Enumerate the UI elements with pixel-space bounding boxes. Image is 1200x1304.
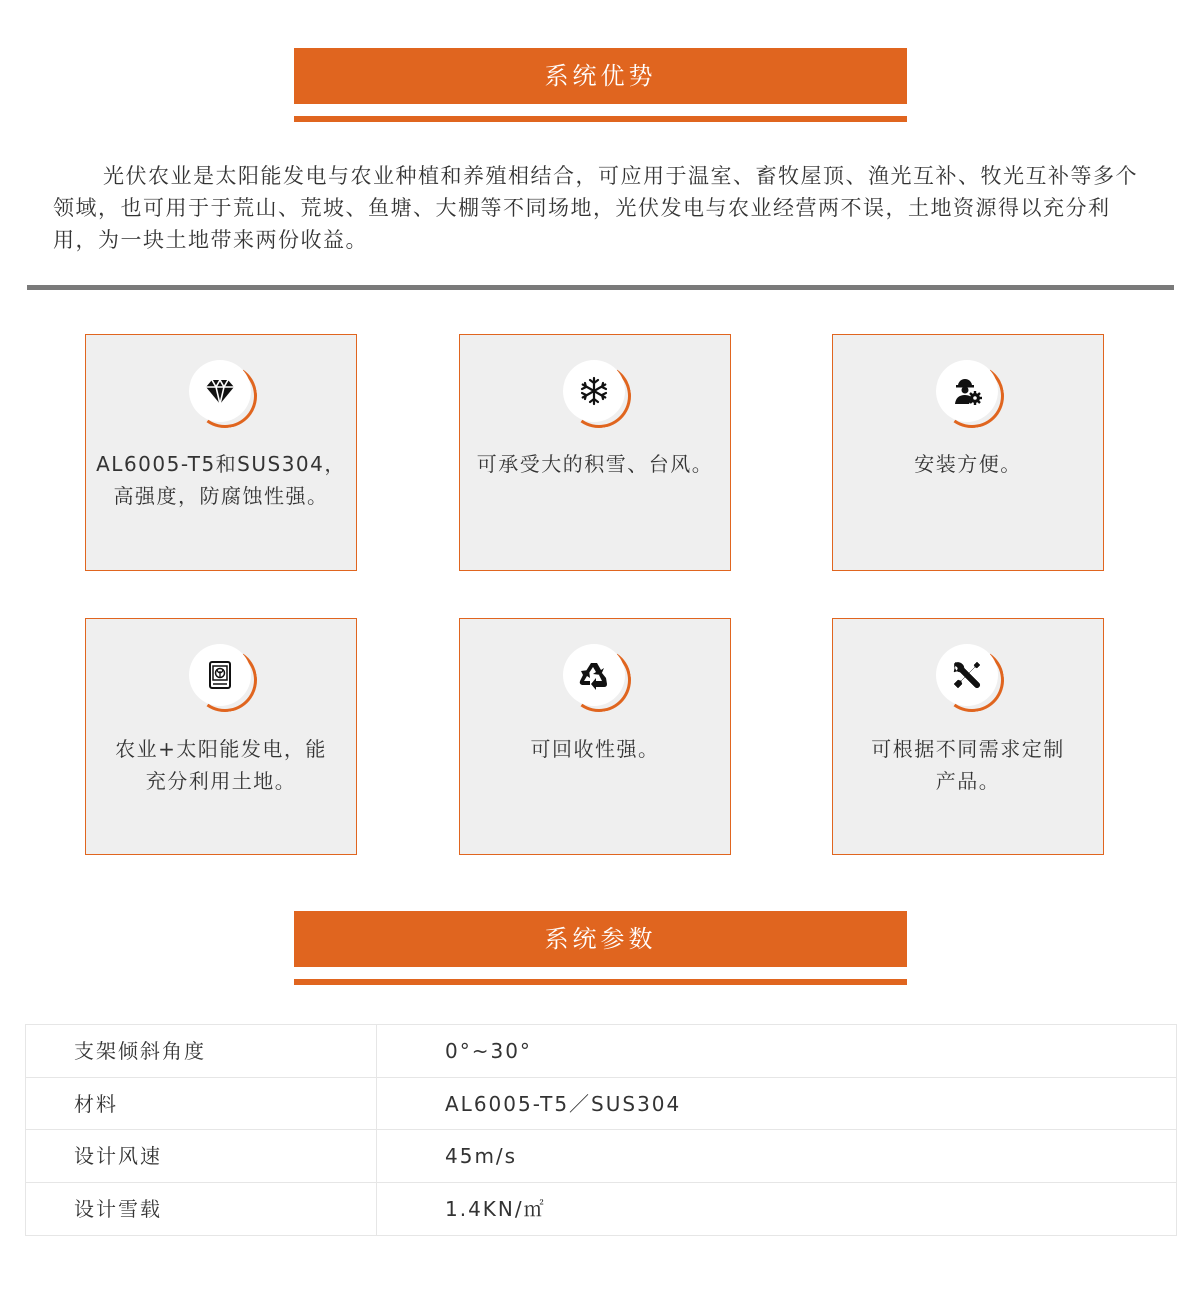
feature-text: AL6005-T5和SUS304， 高强度，防腐蚀性强。 [96,452,346,508]
diamond-icon [203,374,237,408]
section-title: 系统优势 [294,48,907,104]
tools-icon [950,658,984,692]
param-label: 材料 [26,1078,377,1130]
feature-text: 可回收性强。 [530,737,660,761]
feature-text: 可根据不同需求定制 产品。 [871,737,1065,793]
param-value: 0°~30° [445,1039,532,1063]
feature-card-install [832,334,1104,571]
feature-card-customizable [832,618,1104,855]
table-row [26,1078,1176,1131]
snowflake-icon [577,374,611,408]
solar-plant-icon [203,658,237,692]
param-label: 设计风速 [26,1130,377,1182]
table-row [26,1025,1176,1078]
section-underline [294,116,907,122]
icon-badge [189,644,255,710]
section-header-params [294,911,907,967]
feature-card-material [85,334,357,571]
worker-gear-icon [950,374,984,408]
feature-text: 可承受大的积雪、台风。 [476,452,714,476]
table-row [26,1183,1176,1236]
icon-badge [563,644,629,710]
param-label: 支架倾斜角度 [26,1025,377,1077]
section-underline [294,979,907,985]
divider [27,285,1174,290]
icon-badge [936,360,1002,426]
icon-badge [189,360,255,426]
param-value: 1.4KN/㎡ [445,1196,546,1221]
icon-badge [563,360,629,426]
section-header-advantages [294,48,907,104]
feature-card-agri-solar [85,618,357,855]
feature-card-snow-wind [459,334,731,571]
params-table [25,1024,1177,1236]
feature-text: 安装方便。 [914,452,1022,476]
intro-paragraph: 光伏农业是太阳能发电与农业种植和养殖相结合，可应用于温室、畜牧屋顶、渔光互补、牧光互补等多个领域，也可用于于荒山、荒坡、鱼塘、大棚等不同场地，光伏发电与农业经营两不误，土地资源得以充分利用，为一块土地带来两份收益。 [53,164,1138,252]
param-label: 设计雪载 [26,1183,377,1236]
feature-text: 农业+太阳能发电，能 充分利用土地。 [115,737,327,793]
section-title: 系统参数 [294,911,907,967]
table-row [26,1130,1176,1183]
feature-card-recyclable [459,618,731,855]
recycle-icon [577,658,611,692]
icon-badge [936,644,1002,710]
param-value: 45m/s [445,1144,518,1168]
param-value: AL6005-T5／SUS304 [445,1091,682,1116]
